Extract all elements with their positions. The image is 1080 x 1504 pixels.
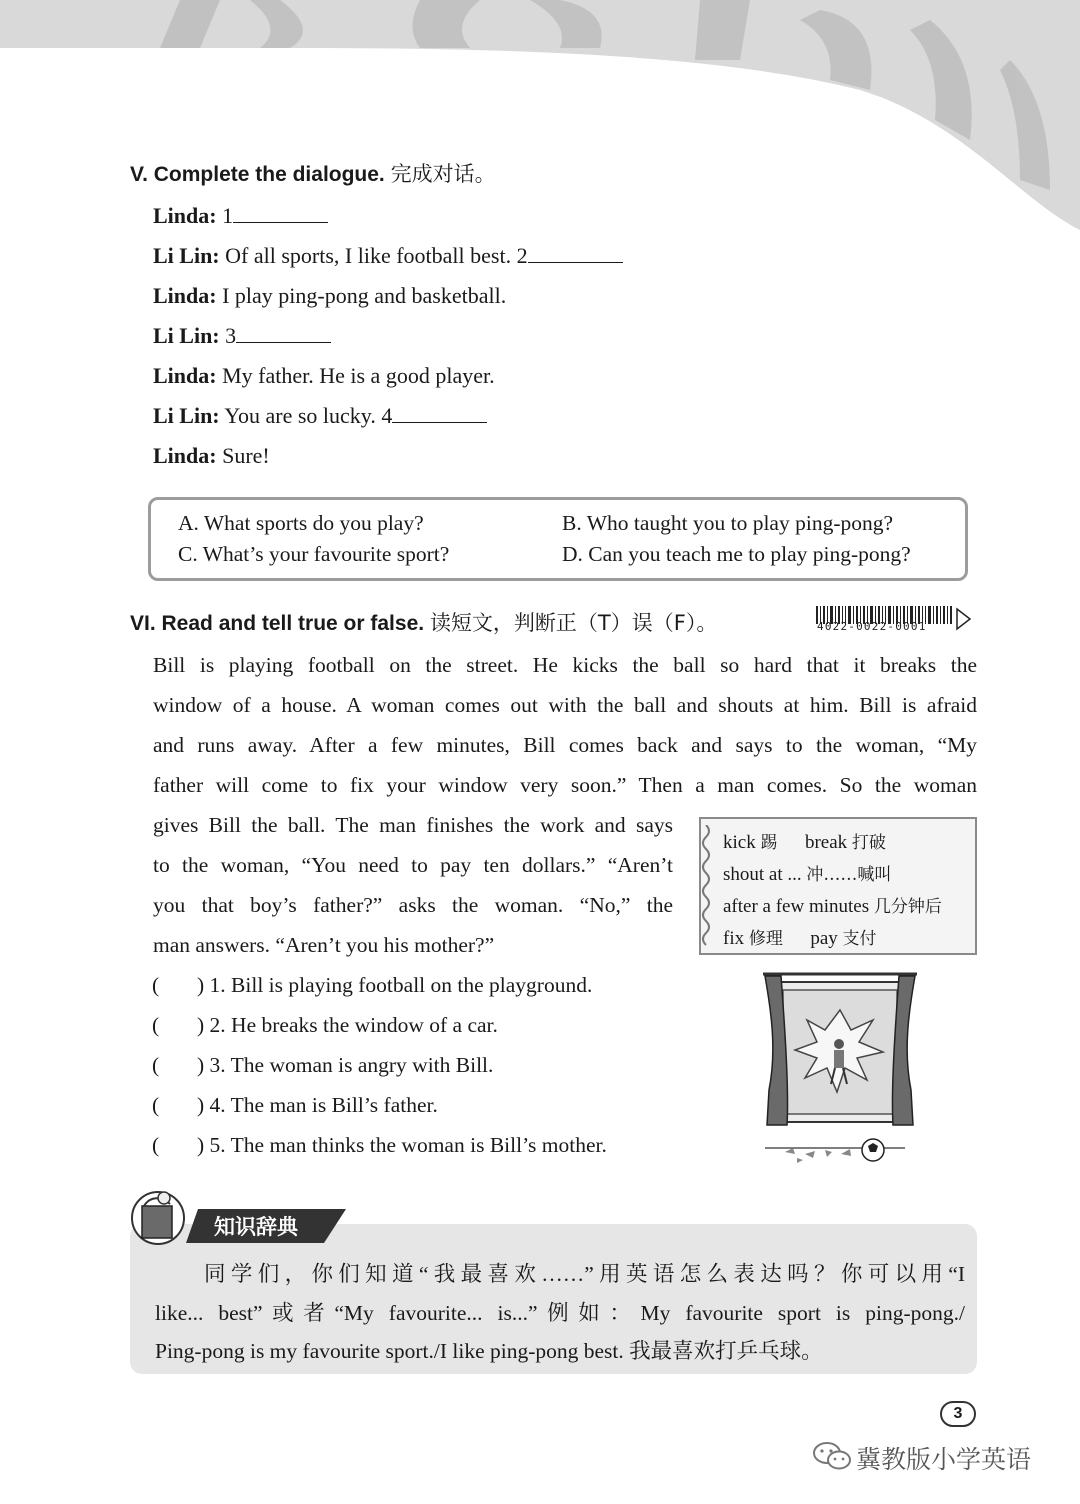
vocab-word: after a few minutes <box>723 896 870 917</box>
dialogue-line-2 <box>153 243 623 269</box>
statement-5 <box>152 1133 607 1158</box>
vocab-line-2 <box>723 860 891 886</box>
answer-blank-1[interactable] <box>233 204 328 223</box>
line-text: 1 <box>216 203 234 228</box>
dialogue-line-1 <box>153 203 328 229</box>
statement-text: 4. The man is Bill’s father. <box>209 1093 438 1117</box>
vocab-line-1 <box>723 828 886 854</box>
section-6-title <box>130 607 717 637</box>
watermark-text: 冀教版小学英语 <box>856 1445 1032 1474</box>
paren-close: ) <box>197 1093 205 1117</box>
passage-line-6: to the woman, “You need to pay ten dollars.” “Aren’t <box>153 853 673 877</box>
dialogue-line-5 <box>153 363 495 389</box>
line-text: 3 <box>219 323 237 348</box>
paren-close: ) <box>197 973 205 997</box>
passage-line-2: window of a house. A woman comes out with the ball and shouts at him. Bill is afraid <box>153 693 977 717</box>
option-b: B. Who taught you to play ping-pong? <box>562 511 894 535</box>
paren-close: ) <box>197 1013 205 1037</box>
statement-text: 5. The man thinks the woman is Bill’s mother. <box>209 1133 607 1157</box>
book-character-icon <box>130 1186 190 1248</box>
vocab-meaning: 支付 <box>842 929 877 949</box>
vocab-meaning: 修理 <box>748 929 783 949</box>
answer-paren-5[interactable]: ( <box>152 1133 160 1157</box>
statement-text: 2. He breaks the window of a car. <box>209 1013 498 1037</box>
line-text: My father. He is a good player. <box>216 363 495 388</box>
section-6-title-cn: 读短文，判断正（T）误（F）。 <box>429 611 718 635</box>
broken-window-illustration <box>755 970 925 1175</box>
answer-paren-4[interactable]: ( <box>152 1093 160 1117</box>
statement-1 <box>152 973 592 998</box>
paren-close: ) <box>197 1053 205 1077</box>
option-a: A. What sports do you play? <box>178 511 424 535</box>
passage-line-4: father will come to fix your window very soon.” Then a man comes. So the woman <box>153 773 977 797</box>
vocab-word: shout at ... <box>723 864 802 885</box>
vocab-word: pay <box>810 928 838 949</box>
vocab-meaning: 踢 <box>760 833 778 853</box>
vocab-meaning: 冲……喊叫 <box>806 865 892 885</box>
passage-line-8: man answers. “Aren’t you his mother?” <box>153 933 495 957</box>
knowledge-line-1: 同学们，你们知道“我最喜欢……”用英语怎么表达吗？你可以用“I <box>204 1262 965 1286</box>
knowledge-line-2: like... best”或者“My favourite... is...”例如：My favourite sport is ping-pong./ <box>155 1301 965 1325</box>
barcode-number: 4022-0022-0001 <box>817 620 927 633</box>
statement-text: 1. Bill is playing football on the playground. <box>209 973 593 997</box>
vocab-meaning: 几分钟后 <box>873 897 942 917</box>
answer-paren-2[interactable]: ( <box>152 1013 160 1037</box>
section-5-title <box>130 158 496 188</box>
speaker: Linda: <box>153 443 217 468</box>
answer-paren-3[interactable]: ( <box>152 1053 160 1077</box>
answer-paren-1[interactable]: ( <box>152 973 160 997</box>
answer-blank-3[interactable] <box>236 324 331 343</box>
spiral-binding-icon <box>699 825 713 949</box>
vocab-meaning: 打破 <box>851 833 886 853</box>
section-5-title-cn: 完成对话。 <box>390 162 496 186</box>
answer-blank-2[interactable] <box>528 244 623 263</box>
vocab-word: break <box>804 832 848 853</box>
line-text: Sure! <box>216 443 270 468</box>
dialogue-line-6 <box>153 403 487 429</box>
statement-3 <box>152 1053 493 1078</box>
statement-2 <box>152 1013 498 1038</box>
vocab-word: kick <box>723 832 756 853</box>
passage-line-3: and runs away. After a few minutes, Bill comes back and says to the woman, “My <box>153 733 977 757</box>
option-c: C. What’s your favourite sport? <box>178 542 450 566</box>
answer-blank-4[interactable] <box>392 404 487 423</box>
vocab-line-4 <box>723 924 877 950</box>
audio-barcode[interactable] <box>814 605 974 635</box>
dialogue-line-7 <box>153 443 270 469</box>
line-text: I play ping-pong and basketball. <box>216 283 507 308</box>
wechat-icon <box>812 1440 852 1472</box>
options-box <box>148 497 968 581</box>
speaker: Linda: <box>153 363 217 388</box>
speaker: Li Lin: <box>153 403 220 428</box>
line-text: Of all sports, I like football best. 2 <box>219 243 528 268</box>
knowledge-line-3: Ping-pong is my favourite sport./I like ping-pong best. 我最喜欢打乒乓球。 <box>155 1339 823 1363</box>
knowledge-title: 知识辞典 <box>214 1215 298 1239</box>
speaker: Li Lin: <box>153 323 220 348</box>
passage-line-7: you that boy’s father?” asks the woman. “No,” the <box>153 893 673 917</box>
dialogue-line-4 <box>153 323 331 349</box>
vocab-line-3 <box>723 892 942 918</box>
vocab-word: fix <box>723 928 745 949</box>
speaker: Linda: <box>153 203 217 228</box>
passage-line-1: Bill is playing football on the street. He kicks the ball so hard that it breaks the <box>153 653 977 677</box>
paren-close: ) <box>197 1133 205 1157</box>
vocabulary-box <box>699 817 977 955</box>
statement-text: 3. The woman is angry with Bill. <box>209 1053 494 1077</box>
passage-line-5: gives Bill the ball. The man finishes the work and says <box>153 813 673 837</box>
line-text: You are so lucky. 4 <box>219 403 393 428</box>
option-d: D. Can you teach me to play ping-pong? <box>562 542 911 566</box>
section-6-title-en: VI. Read and tell true or false. <box>130 612 425 635</box>
section-5-title-en: V. Complete the dialogue. <box>130 163 385 186</box>
dialogue-line-3 <box>153 283 506 309</box>
speaker: Linda: <box>153 283 217 308</box>
header-banner <box>0 0 1080 230</box>
page-number: 3 <box>940 1401 976 1427</box>
speaker: Li Lin: <box>153 243 220 268</box>
statement-4 <box>152 1093 438 1118</box>
